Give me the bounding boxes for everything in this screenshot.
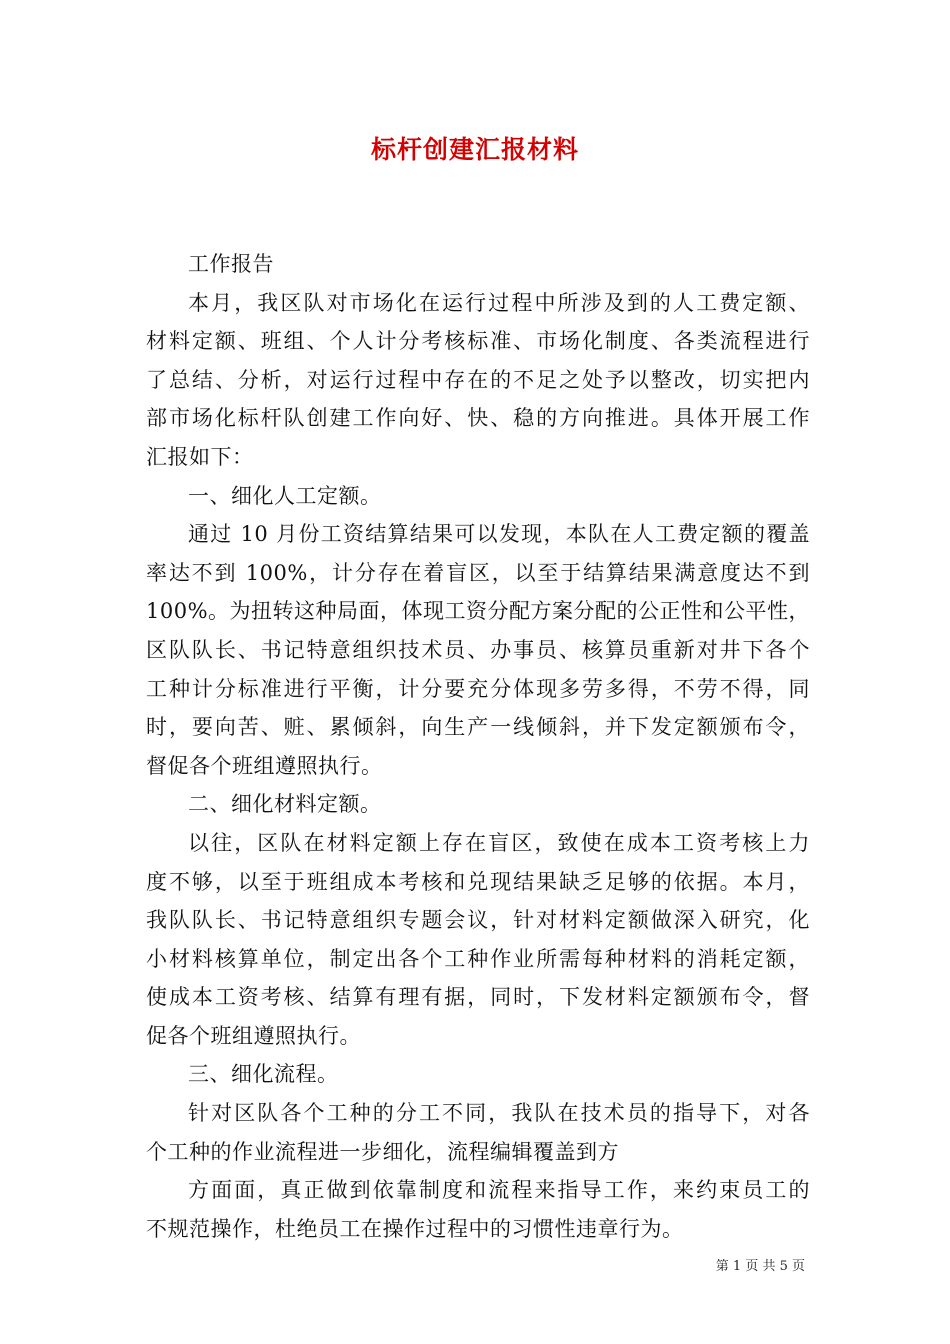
- text-line: 方面面，真正做到依靠制度和流程来指导工作，来约束员工的: [188, 1178, 810, 1203]
- text-line: 一、细化人工定额。: [188, 483, 382, 508]
- text-line: 度不够，以至于班组成本考核和兑现结果缺乏足够的依据。本月，: [146, 869, 810, 894]
- text-line: 时，要向苦、赃、累倾斜，向生产一线倾斜，并下发定额颁布令，: [146, 715, 810, 740]
- text-line: 小材料核算单位，制定出各个工种作业所需每种材料的消耗定额，: [146, 946, 810, 971]
- text-line: 本月，我区队对市场化在运行过程中所涉及到的人工费定额、: [188, 290, 810, 315]
- text-line: 二、细化材料定额。: [188, 792, 382, 817]
- text-line: 以往，区队在材料定额上存在盲区，致使在成本工资考核上力: [188, 830, 810, 855]
- text-line: 促各个班组遵照执行。: [146, 1023, 361, 1048]
- page-number: 第 1 页 共 5 页: [715, 1259, 805, 1274]
- text-line: 我队队长、书记特意组织专题会议，针对材料定额做深入研究，化: [146, 908, 810, 933]
- text-line: 督促各个班组遵照执行。: [146, 753, 383, 778]
- text-line: 通过 10 月份工资结算结果可以发现，本队在人工费定额的覆盖: [188, 522, 810, 547]
- document-body: [146, 245, 810, 1248]
- text-line: 材料定额、班组、个人计分考核标准、市场化制度、各类流程进行: [146, 329, 810, 354]
- text-line: 三、细化流程。: [188, 1062, 339, 1087]
- document-title: 标杆创建汇报材料: [370, 135, 579, 164]
- text-line: 针对区队各个工种的分工不同，我队在技术员的指导下，对各: [188, 1101, 810, 1126]
- text-line: 汇报如下：: [146, 444, 254, 469]
- text-line: 率达不到 100%，计分存在着盲区，以至于结算结果满意度达不到: [146, 560, 810, 585]
- text-line: 工作报告: [188, 252, 274, 276]
- text-line: 区队队长、书记特意组织技术员、办事员、核算员重新对井下各个: [146, 637, 810, 662]
- text-line: 部市场化标杆队创建工作向好、快、稳的方向推进。具体开展工作: [146, 406, 810, 431]
- text-line: 100%。为扭转这种局面，体现工资分配方案分配的公正性和公平性，: [146, 599, 811, 624]
- text-line: 不规范操作，杜绝员工在操作过程中的习惯性违章行为。: [146, 1216, 684, 1241]
- text-line: 了总结、分析，对运行过程中存在的不足之处予以整改，切实把内: [146, 367, 810, 392]
- text-line: 工种计分标准进行平衡，计分要充分体现多劳多得，不劳不得，同: [146, 676, 810, 701]
- text-line: 使成本工资考核、结算有理有据，同时，下发材料定额颁布令，督: [146, 985, 810, 1010]
- text-line: 个工种的作业流程进一步细化，流程编辑覆盖到方: [146, 1139, 619, 1164]
